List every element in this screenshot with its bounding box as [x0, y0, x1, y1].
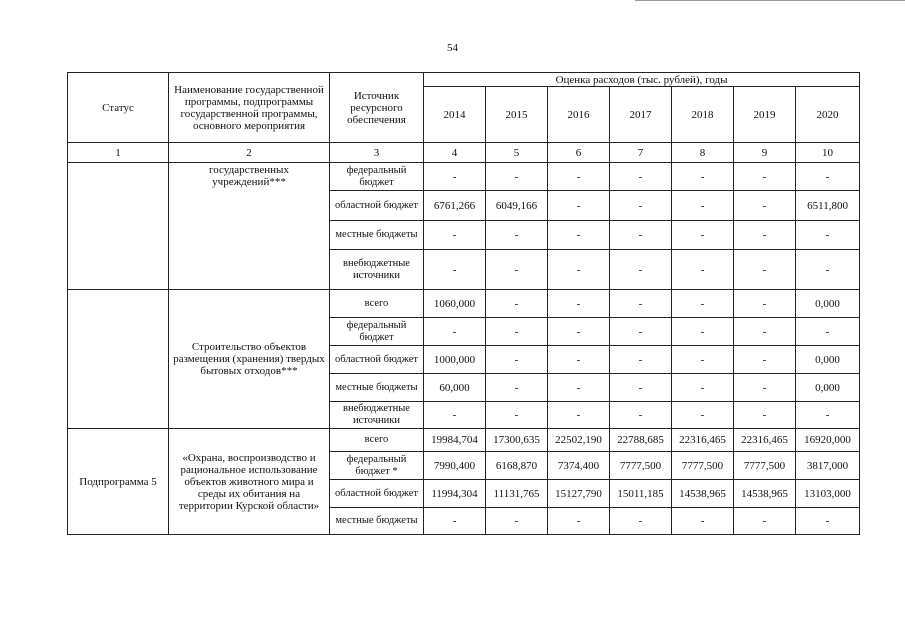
value-cell: - — [734, 374, 796, 402]
value-cell: - — [486, 346, 548, 374]
source-cell: областной бюджет — [330, 346, 424, 374]
source-cell: местные бюджеты — [330, 221, 424, 250]
column-number: 2 — [169, 143, 330, 163]
column-number: 6 — [548, 143, 610, 163]
value-cell: 7777,500 — [734, 452, 796, 480]
table-row — [68, 163, 860, 191]
value-cell: 22502,190 — [548, 429, 610, 452]
column-number: 3 — [330, 143, 424, 163]
value-cell: - — [734, 191, 796, 221]
column-number: 9 — [734, 143, 796, 163]
value-cell: - — [734, 508, 796, 535]
value-cell: - — [486, 290, 548, 318]
value-cell: - — [610, 290, 672, 318]
source-cell: федеральный бюджет * — [330, 452, 424, 480]
top-rule — [635, 0, 905, 1]
header-year: 2016 — [548, 87, 610, 143]
value-cell: 6761,266 — [424, 191, 486, 221]
value-cell: - — [672, 163, 734, 191]
value-cell: - — [610, 508, 672, 535]
value-cell: - — [734, 250, 796, 290]
value-cell: - — [734, 221, 796, 250]
source-cell: областной бюджет — [330, 480, 424, 508]
value-cell: - — [672, 402, 734, 429]
value-cell: - — [672, 191, 734, 221]
header-year: 2014 — [424, 87, 486, 143]
value-cell: - — [672, 250, 734, 290]
value-cell: 1060,000 — [424, 290, 486, 318]
value-cell: - — [548, 290, 610, 318]
value-cell: 11994,304 — [424, 480, 486, 508]
status-cell: Подпрограмма 5 — [68, 429, 169, 535]
value-cell: - — [672, 508, 734, 535]
value-cell: - — [424, 250, 486, 290]
value-cell: - — [672, 346, 734, 374]
value-cell: - — [548, 318, 610, 346]
value-cell: 6168,870 — [486, 452, 548, 480]
value-cell: - — [486, 250, 548, 290]
source-cell: федеральный бюджет — [330, 163, 424, 191]
source-cell: федеральный бюджет — [330, 318, 424, 346]
value-cell: - — [610, 163, 672, 191]
value-cell: - — [610, 346, 672, 374]
value-cell: - — [548, 191, 610, 221]
value-cell: 0,000 — [796, 290, 860, 318]
value-cell: 7990,400 — [424, 452, 486, 480]
value-cell: - — [548, 374, 610, 402]
header-year: 2018 — [672, 87, 734, 143]
value-cell: - — [796, 221, 860, 250]
column-number: 8 — [672, 143, 734, 163]
value-cell: 16920,000 — [796, 429, 860, 452]
source-cell: всего — [330, 290, 424, 318]
value-cell: 7777,500 — [610, 452, 672, 480]
header-year: 2017 — [610, 87, 672, 143]
value-cell: - — [548, 508, 610, 535]
value-cell: - — [672, 221, 734, 250]
program-name-cell: государственных учреждений*** — [169, 163, 330, 290]
value-cell: - — [796, 318, 860, 346]
value-cell: - — [424, 221, 486, 250]
value-cell: - — [424, 163, 486, 191]
value-cell: - — [734, 290, 796, 318]
status-cell — [68, 163, 169, 290]
value-cell: - — [734, 163, 796, 191]
value-cell: 22316,465 — [672, 429, 734, 452]
value-cell: 3817,000 — [796, 452, 860, 480]
value-cell: - — [486, 402, 548, 429]
value-cell: - — [610, 374, 672, 402]
value-cell: 15011,185 — [610, 480, 672, 508]
source-cell: внебюджетные источники — [330, 402, 424, 429]
value-cell: - — [796, 163, 860, 191]
column-number: 1 — [68, 143, 169, 163]
value-cell: - — [548, 346, 610, 374]
value-cell: - — [672, 318, 734, 346]
value-cell: - — [610, 250, 672, 290]
status-cell — [68, 290, 169, 429]
column-number: 5 — [486, 143, 548, 163]
value-cell: 19984,704 — [424, 429, 486, 452]
value-cell: 0,000 — [796, 346, 860, 374]
table-row — [68, 290, 860, 318]
value-cell: - — [610, 318, 672, 346]
value-cell: 6049,166 — [486, 191, 548, 221]
source-cell: местные бюджеты — [330, 508, 424, 535]
value-cell: - — [486, 221, 548, 250]
value-cell: 22316,465 — [734, 429, 796, 452]
value-cell: - — [424, 508, 486, 535]
value-cell: - — [734, 402, 796, 429]
value-cell: 11131,765 — [486, 480, 548, 508]
column-number: 4 — [424, 143, 486, 163]
budget-table — [67, 72, 860, 535]
source-cell: всего — [330, 429, 424, 452]
program-name-cell: «Охрана, воспроизводство и рациональное использование объектов животного мира и среды их обитания на территории Курской области» — [169, 429, 330, 535]
header-source: Источник ресурсного обеспечения — [330, 73, 424, 143]
header-year: 2020 — [796, 87, 860, 143]
header-year: 2019 — [734, 87, 796, 143]
program-name-cell: Строительство объектов размещения (хранения) твердых бытовых отходов*** — [169, 290, 330, 429]
page-number: 54 — [447, 42, 458, 54]
value-cell: - — [486, 374, 548, 402]
value-cell: 15127,790 — [548, 480, 610, 508]
value-cell: - — [796, 402, 860, 429]
value-cell: 0,000 — [796, 374, 860, 402]
value-cell: - — [796, 508, 860, 535]
value-cell: - — [424, 318, 486, 346]
value-cell: - — [796, 250, 860, 290]
value-cell: - — [672, 290, 734, 318]
column-number: 10 — [796, 143, 860, 163]
source-cell: областной бюджет — [330, 191, 424, 221]
source-cell: внебюджетные источники — [330, 250, 424, 290]
value-cell: - — [734, 318, 796, 346]
value-cell: - — [610, 402, 672, 429]
value-cell: - — [486, 163, 548, 191]
value-cell: - — [548, 221, 610, 250]
value-cell: 7374,400 — [548, 452, 610, 480]
value-cell: 60,000 — [424, 374, 486, 402]
value-cell: - — [610, 191, 672, 221]
value-cell: 13103,000 — [796, 480, 860, 508]
value-cell: - — [548, 250, 610, 290]
value-cell: 1000,000 — [424, 346, 486, 374]
column-number: 7 — [610, 143, 672, 163]
value-cell: 14538,965 — [672, 480, 734, 508]
value-cell: 7777,500 — [672, 452, 734, 480]
header-expenses: Оценка расходов (тыс. рублей), годы — [424, 73, 860, 87]
value-cell: - — [486, 508, 548, 535]
table-row — [68, 429, 860, 452]
header-status: Статус — [68, 73, 169, 143]
value-cell: 17300,635 — [486, 429, 548, 452]
value-cell: - — [672, 374, 734, 402]
value-cell: - — [486, 318, 548, 346]
value-cell: - — [548, 402, 610, 429]
value-cell: - — [424, 402, 486, 429]
value-cell: - — [610, 221, 672, 250]
source-cell: местные бюджеты — [330, 374, 424, 402]
header-name: Наименование государственной программы, подпрограммы государственной программы, основного мероприятия — [169, 73, 330, 143]
value-cell: 14538,965 — [734, 480, 796, 508]
header-year: 2015 — [486, 87, 548, 143]
value-cell: 6511,800 — [796, 191, 860, 221]
value-cell: - — [734, 346, 796, 374]
value-cell: - — [548, 163, 610, 191]
value-cell: 22788,685 — [610, 429, 672, 452]
